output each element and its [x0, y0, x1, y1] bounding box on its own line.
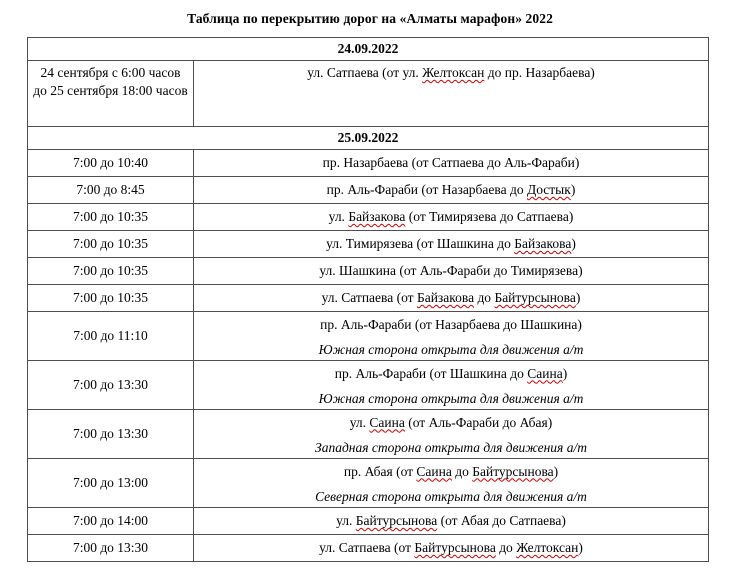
road-text-segment: ) [578, 539, 583, 555]
road-text-segment: до [474, 289, 495, 305]
closure-time: 7:00 до 10:35 [28, 231, 194, 258]
closure-time: 24 сентября с 6:00 часов до 25 сентября 18:00 часов [28, 61, 194, 127]
road-text-segment: ул. [336, 512, 356, 528]
road-text [199, 316, 703, 334]
closure-road-cell [194, 177, 709, 204]
closure-row [28, 258, 709, 285]
date-header-row [28, 38, 709, 61]
misspelled-word: Саина [416, 463, 452, 479]
road-open-side-note: Западная сторона открыта для движения а/т [315, 439, 587, 455]
closure-time: 7:00 до 10:40 [28, 150, 194, 177]
road-open-side-note: Южная сторона открыта для движения а/т [318, 390, 584, 406]
road-text-segment: ул. Сатпаева (от [321, 289, 417, 305]
road-text-segment: ) [575, 289, 581, 305]
closure-row [28, 150, 709, 177]
closure-time: 7:00 до 10:35 [28, 258, 194, 285]
closure-row [28, 535, 709, 562]
road-text-segment: (от Тимирязева до Сатпаева) [405, 208, 574, 224]
road-text-segment: до пр. Назарбаева) [484, 65, 595, 80]
page-title: Таблица по перекрытию дорог на «Алматы марафон» 2022 [187, 11, 553, 26]
misspelled-word: Байтурсынова [494, 289, 576, 305]
road-text [199, 365, 703, 383]
misspelled-word: Желтоксан [422, 65, 485, 80]
closure-row [28, 231, 709, 258]
road-text-segment: ул. Сатпаева (от ул. [307, 65, 423, 80]
closure-row [28, 312, 709, 361]
road-text-segment: пр. Назарбаева (от Сатпаева до Аль-Фараби) [322, 154, 580, 170]
closure-time: 7:00 до 10:35 [28, 285, 194, 312]
closure-road-cell [194, 459, 709, 508]
closure-row [28, 459, 709, 508]
road-text-segment: ) [562, 365, 568, 381]
date-header: 25.09.2022 [28, 127, 709, 150]
road-text [199, 463, 703, 481]
misspelled-word: Байтурсынова [414, 539, 496, 555]
closure-row [28, 204, 709, 231]
road-text [199, 512, 703, 530]
closure-time: 7:00 до 13:30 [28, 535, 194, 562]
closure-row [28, 61, 709, 127]
misspelled-word: Байзакова [348, 208, 406, 224]
misspelled-word: Желтоксан [516, 539, 579, 555]
road-text-segment: (от Аль-Фараби до Абая) [404, 414, 553, 430]
road-text [199, 262, 703, 280]
road-text-segment: ул. [349, 414, 370, 430]
road-text-segment: ) [571, 235, 576, 251]
misspelled-word: Байзакова [514, 235, 572, 251]
road-text-segment: ) [570, 181, 576, 197]
closure-road-cell [194, 285, 709, 312]
closure-time: 7:00 до 14:00 [28, 508, 194, 535]
misspelled-word: Байзакова [416, 289, 475, 305]
road-text [199, 64, 703, 82]
closure-row [28, 361, 709, 410]
road-text [199, 154, 703, 172]
misspelled-word: Байтурсынова [472, 463, 554, 479]
misspelled-word: Байтурсынова [355, 512, 438, 528]
closure-road-cell [194, 361, 709, 410]
road-open-side-note: Северная сторона открыта для движения а/т [315, 488, 587, 504]
road-text-segment: пр. Аль-Фараби (от Назарбаева до Шашкина) [320, 316, 582, 332]
road-closure-table [27, 37, 709, 562]
road-text-segment: ул. Тимирязева (от Шашкина до [326, 235, 515, 251]
closure-road-cell [194, 535, 709, 562]
closure-time: 7:00 до 13:00 [28, 459, 194, 508]
closure-road-cell [194, 258, 709, 285]
closure-time: 7:00 до 10:35 [28, 204, 194, 231]
closure-time: 7:00 до 8:45 [28, 177, 194, 204]
closure-road-cell [194, 204, 709, 231]
closure-road-cell [194, 150, 709, 177]
closure-row [28, 177, 709, 204]
road-text-segment: пр. Абая (от [343, 463, 417, 479]
closure-time: 7:00 до 13:30 [28, 410, 194, 459]
closure-time: 7:00 до 11:10 [28, 312, 194, 361]
road-text [199, 289, 703, 307]
road-text-segment: до [451, 463, 473, 479]
closure-table-body [28, 38, 709, 562]
road-text-segment: до [495, 539, 517, 555]
road-text [199, 181, 703, 199]
road-text [199, 539, 703, 557]
closure-road-cell [194, 312, 709, 361]
closure-row [28, 508, 709, 535]
road-text-segment: ) [553, 463, 559, 479]
closure-road-cell [194, 61, 709, 127]
closure-road-cell [194, 410, 709, 459]
road-text-segment: пр. Аль-Фараби (от Шашкина до [334, 365, 528, 381]
closure-road-cell [194, 231, 709, 258]
closure-row [28, 285, 709, 312]
road-text [199, 235, 703, 253]
road-text [199, 414, 703, 432]
road-text-segment: ул. Шашкина (от Аль-Фараби до Тимирязева) [319, 262, 583, 278]
misspelled-word: Саина [527, 365, 563, 381]
road-text-segment: ул. [328, 208, 349, 224]
closure-road-cell [194, 508, 709, 535]
misspelled-word: Достык [526, 181, 571, 197]
road-open-side-note: Южная сторона открыта для движения а/т [318, 341, 584, 357]
date-header-row [28, 127, 709, 150]
road-text-segment: ул. Сатпаева (от [319, 539, 415, 555]
road-text-segment: (от Абая до Сатпаева) [437, 512, 566, 528]
closure-time: 7:00 до 13:30 [28, 361, 194, 410]
closure-row [28, 410, 709, 459]
date-header: 24.09.2022 [28, 38, 709, 61]
road-text [199, 208, 703, 226]
misspelled-word: Саина [369, 414, 405, 430]
road-text-segment: пр. Аль-Фараби (от Назарбаева до [326, 181, 527, 197]
